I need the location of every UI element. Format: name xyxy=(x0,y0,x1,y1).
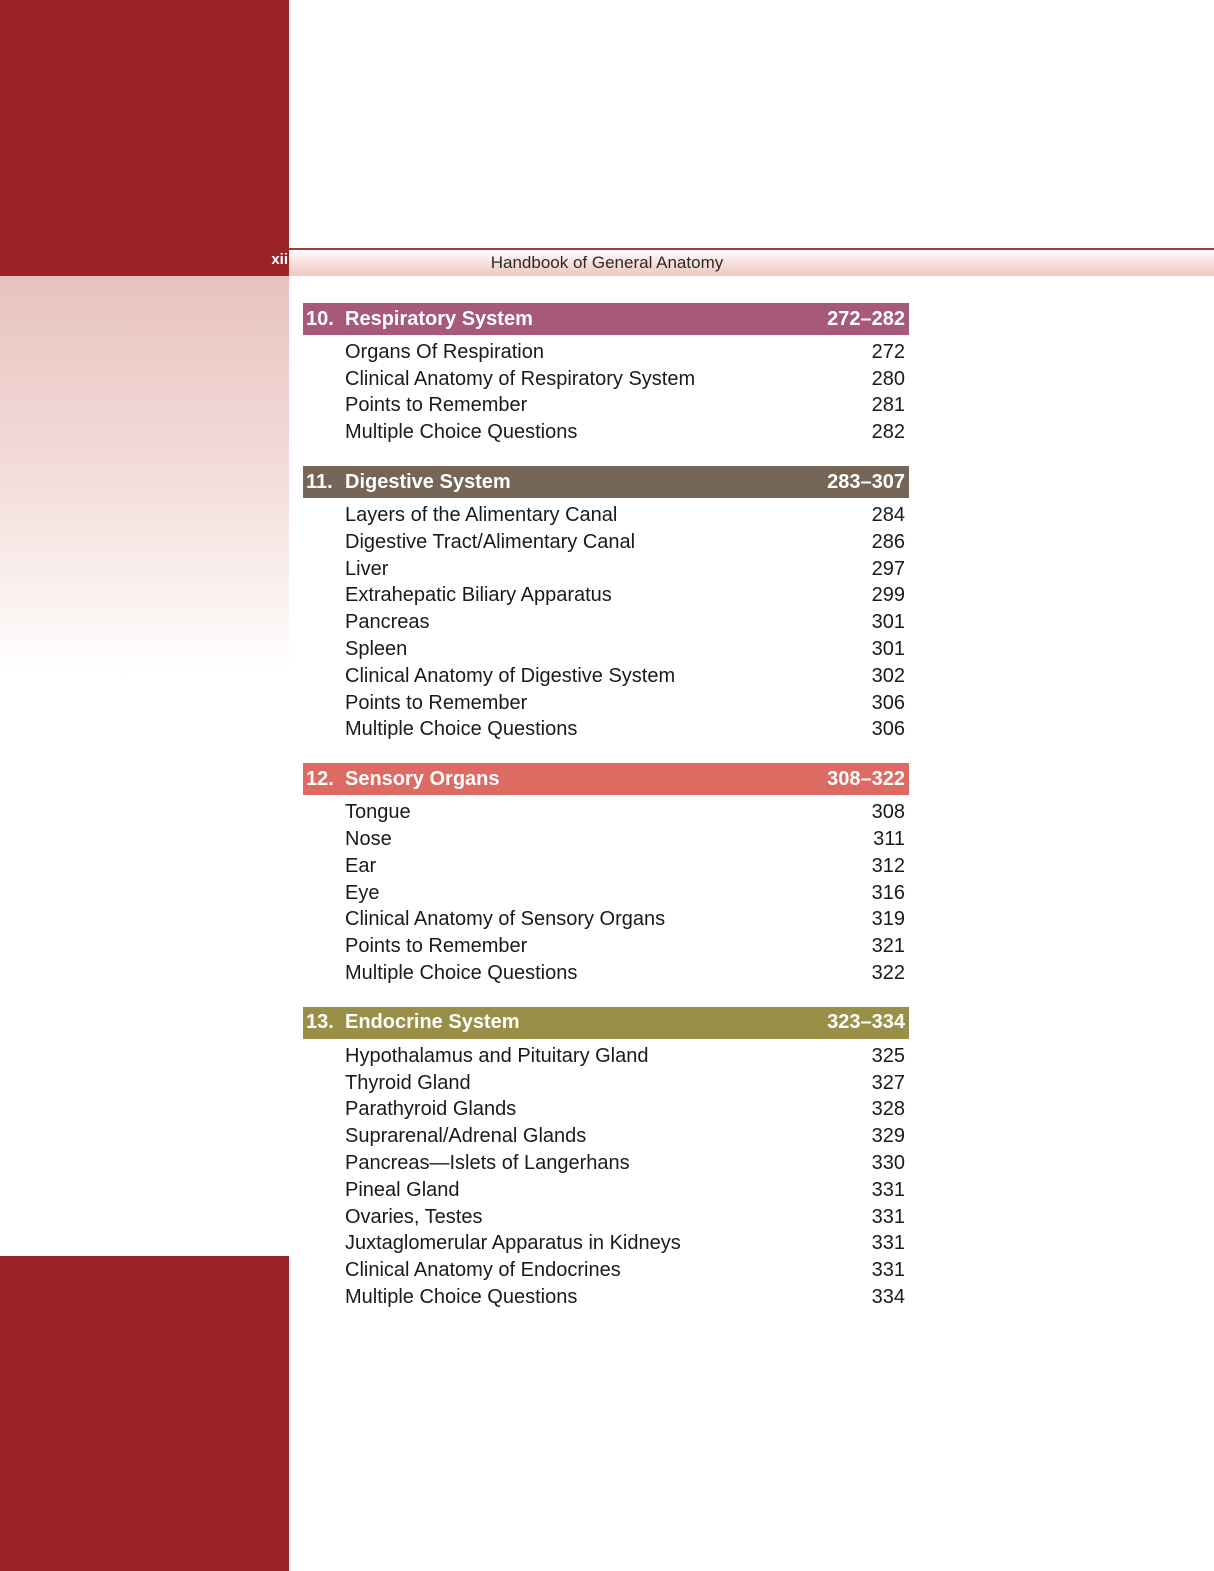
entry-page: 280 xyxy=(871,367,905,390)
chapter-respiratory-system xyxy=(303,303,909,446)
entry-title: Nose xyxy=(345,828,392,851)
entry-title: Multiple Choice Questions xyxy=(345,421,578,444)
entry-page: 284 xyxy=(871,504,905,527)
chapter-number: 10. xyxy=(306,307,334,330)
entry-page: 272 xyxy=(871,340,905,363)
chapter-number: 11. xyxy=(306,470,333,493)
entry-page: 325 xyxy=(871,1044,905,1067)
entry-page: 299 xyxy=(871,584,905,607)
chapter-title: Sensory Organs xyxy=(345,767,500,790)
toc-entry[interactable] xyxy=(303,933,909,960)
entry-page: 330 xyxy=(871,1152,905,1175)
entry-page: 329 xyxy=(871,1125,905,1148)
toc-entry[interactable] xyxy=(303,419,909,446)
toc-entry[interactable] xyxy=(303,880,909,907)
entry-title: Clinical Anatomy of Respiratory System xyxy=(345,367,696,390)
chapter-entries xyxy=(303,1039,909,1311)
table-of-contents xyxy=(303,303,909,1331)
entry-title: Multiple Choice Questions xyxy=(345,718,578,741)
entry-title: Parathyroid Glands xyxy=(345,1098,517,1121)
entry-page: 286 xyxy=(871,530,905,553)
toc-entry[interactable] xyxy=(303,1123,909,1150)
entry-page: 311 xyxy=(873,828,905,851)
chapter-title: Endocrine System xyxy=(345,1011,520,1034)
entry-title: Layers of the Alimentary Canal xyxy=(345,504,618,527)
chapter-page-range: 308–322 xyxy=(827,767,905,790)
entry-title: Extrahepatic Biliary Apparatus xyxy=(345,584,612,607)
entry-title: Points to Remember xyxy=(345,935,528,958)
toc-entry[interactable] xyxy=(303,1150,909,1177)
entry-title: Clinical Anatomy of Digestive System xyxy=(345,664,676,687)
chapter-page-range: 323–334 xyxy=(827,1011,905,1034)
entry-page: 297 xyxy=(871,557,905,580)
entry-page: 327 xyxy=(871,1071,905,1094)
entry-title: Eye xyxy=(345,881,380,904)
entry-page: 281 xyxy=(871,394,905,417)
entry-page: 331 xyxy=(871,1205,905,1228)
chapter-heading[interactable] xyxy=(303,763,909,795)
toc-entry[interactable] xyxy=(303,717,909,744)
toc-entry[interactable] xyxy=(303,339,909,366)
chapter-number: 13. xyxy=(306,1011,334,1034)
toc-entry[interactable] xyxy=(303,690,909,717)
toc-entry[interactable] xyxy=(303,1097,909,1124)
entry-page: 322 xyxy=(871,962,905,985)
entry-page: 306 xyxy=(871,691,905,714)
chapter-page-range: 272–282 xyxy=(827,307,905,330)
toc-entry[interactable] xyxy=(303,1043,909,1070)
entry-title: Multiple Choice Questions xyxy=(345,962,578,985)
side-band-top xyxy=(0,0,289,276)
entry-title: Pancreas xyxy=(345,611,430,634)
toc-entry[interactable] xyxy=(303,1204,909,1231)
entry-title: Liver xyxy=(345,557,389,580)
entry-title: Juxtaglomerular Apparatus in Kidneys xyxy=(345,1232,681,1255)
entry-title: Spleen xyxy=(345,638,408,661)
running-title: Handbook of General Anatomy xyxy=(490,253,724,272)
entry-title: Pineal Gland xyxy=(345,1178,460,1201)
entry-title: Digestive Tract/Alimentary Canal xyxy=(345,530,636,553)
chapter-endocrine-system xyxy=(303,1007,909,1311)
entry-page: 301 xyxy=(871,611,905,634)
toc-entry[interactable] xyxy=(303,1070,909,1097)
entry-title: Organs Of Respiration xyxy=(345,340,544,363)
chapter-heading[interactable] xyxy=(303,303,909,335)
entry-title: Multiple Choice Questions xyxy=(345,1286,578,1308)
entry-page: 331 xyxy=(871,1259,905,1282)
entry-title: Hypothalamus and Pituitary Gland xyxy=(345,1044,649,1067)
toc-entry[interactable] xyxy=(303,960,909,987)
toc-entry[interactable] xyxy=(303,366,909,393)
entry-page: 321 xyxy=(871,935,905,958)
chapter-entries xyxy=(303,335,909,446)
chapter-digestive-system xyxy=(303,466,909,743)
entry-page: 282 xyxy=(871,421,905,444)
side-band-bottom xyxy=(0,1256,289,1571)
chapter-number: 12. xyxy=(306,767,334,790)
toc-entry[interactable] xyxy=(303,609,909,636)
entry-title: Points to Remember xyxy=(345,691,528,714)
entry-page: 302 xyxy=(871,664,905,687)
entry-title: Clinical Anatomy of Endocrines xyxy=(345,1259,621,1282)
page-number: xii xyxy=(271,251,288,268)
chapter-heading[interactable] xyxy=(303,1007,909,1039)
toc-entry[interactable] xyxy=(303,583,909,610)
toc-entry[interactable] xyxy=(303,663,909,690)
toc-entry[interactable] xyxy=(303,393,909,420)
entry-page: 334 xyxy=(871,1286,905,1308)
toc-entry[interactable] xyxy=(303,1284,909,1311)
entry-page: 316 xyxy=(871,881,905,904)
entry-title: Thyroid Gland xyxy=(345,1071,471,1094)
entry-page: 331 xyxy=(871,1232,905,1255)
entry-title: Clinical Anatomy of Sensory Organs xyxy=(345,908,666,931)
chapter-entries xyxy=(303,498,909,743)
entry-title: Points to Remember xyxy=(345,394,528,417)
chapter-sensory-organs xyxy=(303,763,909,987)
entry-page: 328 xyxy=(871,1098,905,1121)
entry-page: 319 xyxy=(871,908,905,931)
toc-entry[interactable] xyxy=(303,1231,909,1258)
toc-entry[interactable] xyxy=(303,556,909,583)
entry-page: 301 xyxy=(871,638,905,661)
toc-entry[interactable] xyxy=(303,853,909,880)
toc-entry[interactable] xyxy=(303,636,909,663)
chapter-page-range: 283–307 xyxy=(827,470,905,493)
entry-page: 308 xyxy=(871,801,905,824)
chapter-title: Digestive System xyxy=(345,470,511,493)
chapter-title: Respiratory System xyxy=(345,307,533,330)
entry-title: Tongue xyxy=(345,801,411,824)
entry-title: Ear xyxy=(345,854,377,877)
toc-entry[interactable] xyxy=(303,529,909,556)
toc-entry[interactable] xyxy=(303,1257,909,1284)
toc-entry[interactable] xyxy=(303,826,909,853)
chapter-entries xyxy=(303,795,909,987)
entry-page: 306 xyxy=(871,718,905,741)
entry-title: Ovaries, Testes xyxy=(345,1205,483,1228)
toc-entry[interactable] xyxy=(303,502,909,529)
entry-title: Pancreas—Islets of Langerhans xyxy=(345,1152,630,1175)
toc-entry[interactable] xyxy=(303,799,909,826)
entry-page: 331 xyxy=(871,1178,905,1201)
toc-entry[interactable] xyxy=(303,907,909,934)
toc-entry[interactable] xyxy=(303,1177,909,1204)
side-band-gradient xyxy=(0,276,289,676)
entry-page: 312 xyxy=(871,854,905,877)
entry-title: Suprarenal/Adrenal Glands xyxy=(345,1125,587,1148)
chapter-heading[interactable] xyxy=(303,466,909,498)
